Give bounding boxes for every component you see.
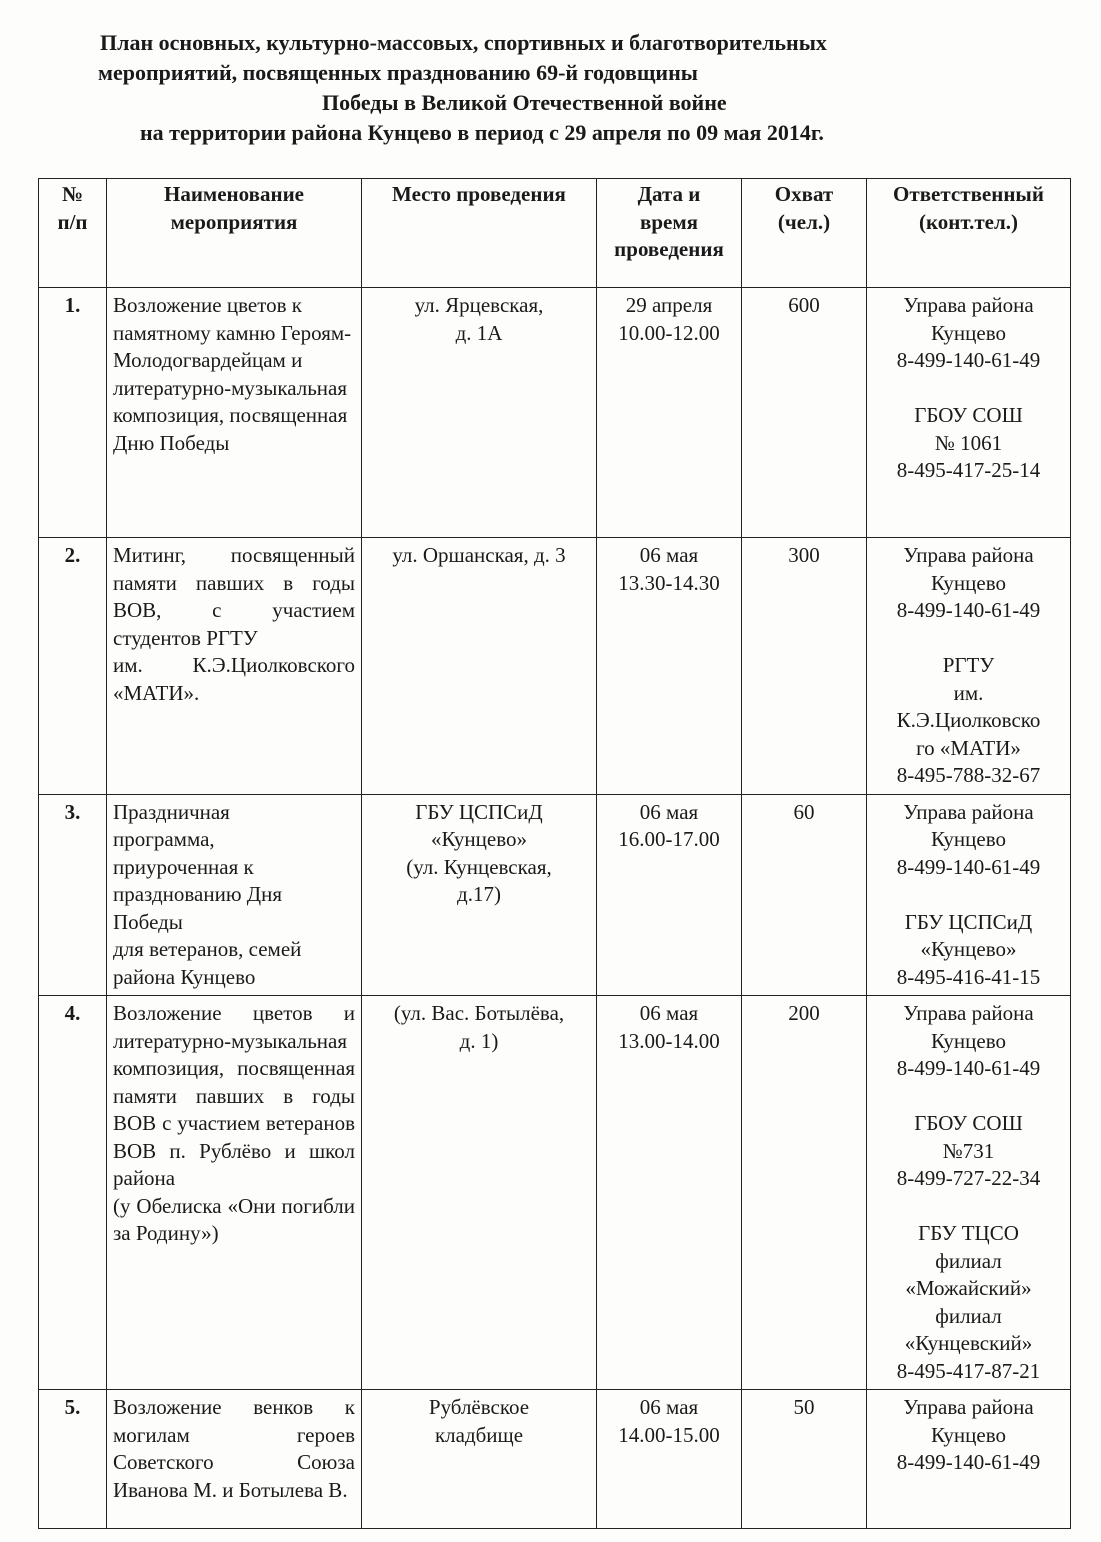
event-date: 06 мая 16.00-17.00 — [597, 794, 742, 996]
responsible-entry: Управа района Кунцево 8-499-140-61-49 — [896, 799, 1041, 879]
header-coverage: Охват (чел.) — [742, 179, 867, 288]
event-coverage: 600 — [742, 288, 867, 538]
title-line-4: на территории района Кунцево в период с 29 апреля по 09 мая 2014г. — [140, 120, 824, 145]
event-coverage: 300 — [742, 538, 867, 795]
event-name: Возложение цветов и литературно-музыкальная композиция, посвященная памяти павших в годы ВОВ с участием ветеранов ВОВ п. Рублёво и школ района (у Обелиска «Они погибли за Родину») — [107, 996, 362, 1390]
event-coverage: 200 — [742, 996, 867, 1390]
row-number: 4. — [39, 996, 107, 1390]
event-name: Праздничная программа, приуроченная к празднованию Дня Победы для ветеранов, семей района Кунцево — [107, 794, 362, 996]
event-date: 06 мая 13.00-14.00 — [597, 996, 742, 1390]
responsible-entry: РГТУ им. К.Э.Циолковско го «МАТИ» 8-495-788-32-67 — [896, 653, 1041, 787]
event-coverage: 50 — [742, 1390, 867, 1529]
table-header-row — [39, 179, 1071, 288]
header-responsible: Ответственный (конт.тел.) — [867, 179, 1071, 288]
table-row — [39, 794, 1071, 996]
responsible-entry: ГБОУ СОШ № 1061 8-495-417-25-14 — [896, 403, 1041, 482]
table-row — [39, 1390, 1071, 1529]
responsible-entry: ГБУ ЦСПСиД «Кунцево» 8-495-416-41-15 — [896, 909, 1041, 989]
document-title — [60, 28, 1060, 148]
event-responsible — [867, 794, 1071, 996]
event-date: 06 мая 14.00-15.00 — [597, 1390, 742, 1529]
event-place: ГБУ ЦСПСиД «Кунцево» (ул. Кунцевская, д.17) — [362, 794, 597, 996]
responsible-entry: Управа района Кунцево 8-499-140-61-49 — [896, 1001, 1041, 1080]
event-name: Митинг, посвященный памяти павших в годы ВОВ, с участием студентов РГТУ им. К.Э.Циолковского «МАТИ». — [107, 538, 362, 795]
event-date: 06 мая 13.30-14.30 — [597, 538, 742, 795]
event-coverage: 60 — [742, 794, 867, 996]
header-place: Место проведения — [362, 179, 597, 288]
event-place: ул. Оршанская, д. 3 — [362, 538, 597, 795]
header-date: Дата и время проведения — [597, 179, 742, 288]
event-responsible — [867, 538, 1071, 795]
title-line-1: План основных, культурно-массовых, спортивных и благотворительных — [100, 30, 827, 55]
event-responsible — [867, 996, 1071, 1390]
event-place: Рублёвское кладбище — [362, 1390, 597, 1529]
table-row — [39, 538, 1071, 795]
table-row — [39, 996, 1071, 1390]
event-date: 29 апреля 10.00-12.00 — [597, 288, 742, 538]
events-table — [38, 178, 1071, 1529]
title-line-3: Победы в Великой Отечественной войне — [322, 90, 727, 115]
responsible-entry: ГБОУ СОШ №731 8-499-727-22-34 — [896, 1111, 1041, 1190]
header-num: № п/п — [39, 179, 107, 288]
responsible-entry: Управа района Кунцево 8-499-140-61-49 — [896, 1395, 1041, 1474]
event-responsible — [867, 1390, 1071, 1529]
title-line-2: мероприятий, посвященных празднованию 69-й годовщины — [98, 60, 698, 85]
responsible-entry: ГБУ ТЦСО филиал «Можайский» филиал «Кунцевский» 8-495-417-87-21 — [896, 1221, 1041, 1383]
event-place: (ул. Вас. Ботылёва, д. 1) — [362, 996, 597, 1390]
responsible-entry: Управа района Кунцево 8-499-140-61-49 — [896, 293, 1041, 372]
event-place: ул. Ярцевская, д. 1А — [362, 288, 597, 538]
responsible-entry: Управа района Кунцево 8-499-140-61-49 — [896, 543, 1041, 622]
event-responsible — [867, 288, 1071, 538]
row-number: 2. — [39, 538, 107, 795]
row-number: 5. — [39, 1390, 107, 1529]
row-number: 3. — [39, 794, 107, 996]
event-name: Возложение цветов к памятному камню Героям-Молодогвардейцам и литературно-музыкальная композиция, посвященная Дню Победы — [107, 288, 362, 538]
table-row — [39, 288, 1071, 538]
event-name: Возложение венков к могилам героев Советского Союза Иванова М. и Ботылева В. — [107, 1390, 362, 1529]
row-number: 1. — [39, 288, 107, 538]
header-name: Наименование мероприятия — [107, 179, 362, 288]
